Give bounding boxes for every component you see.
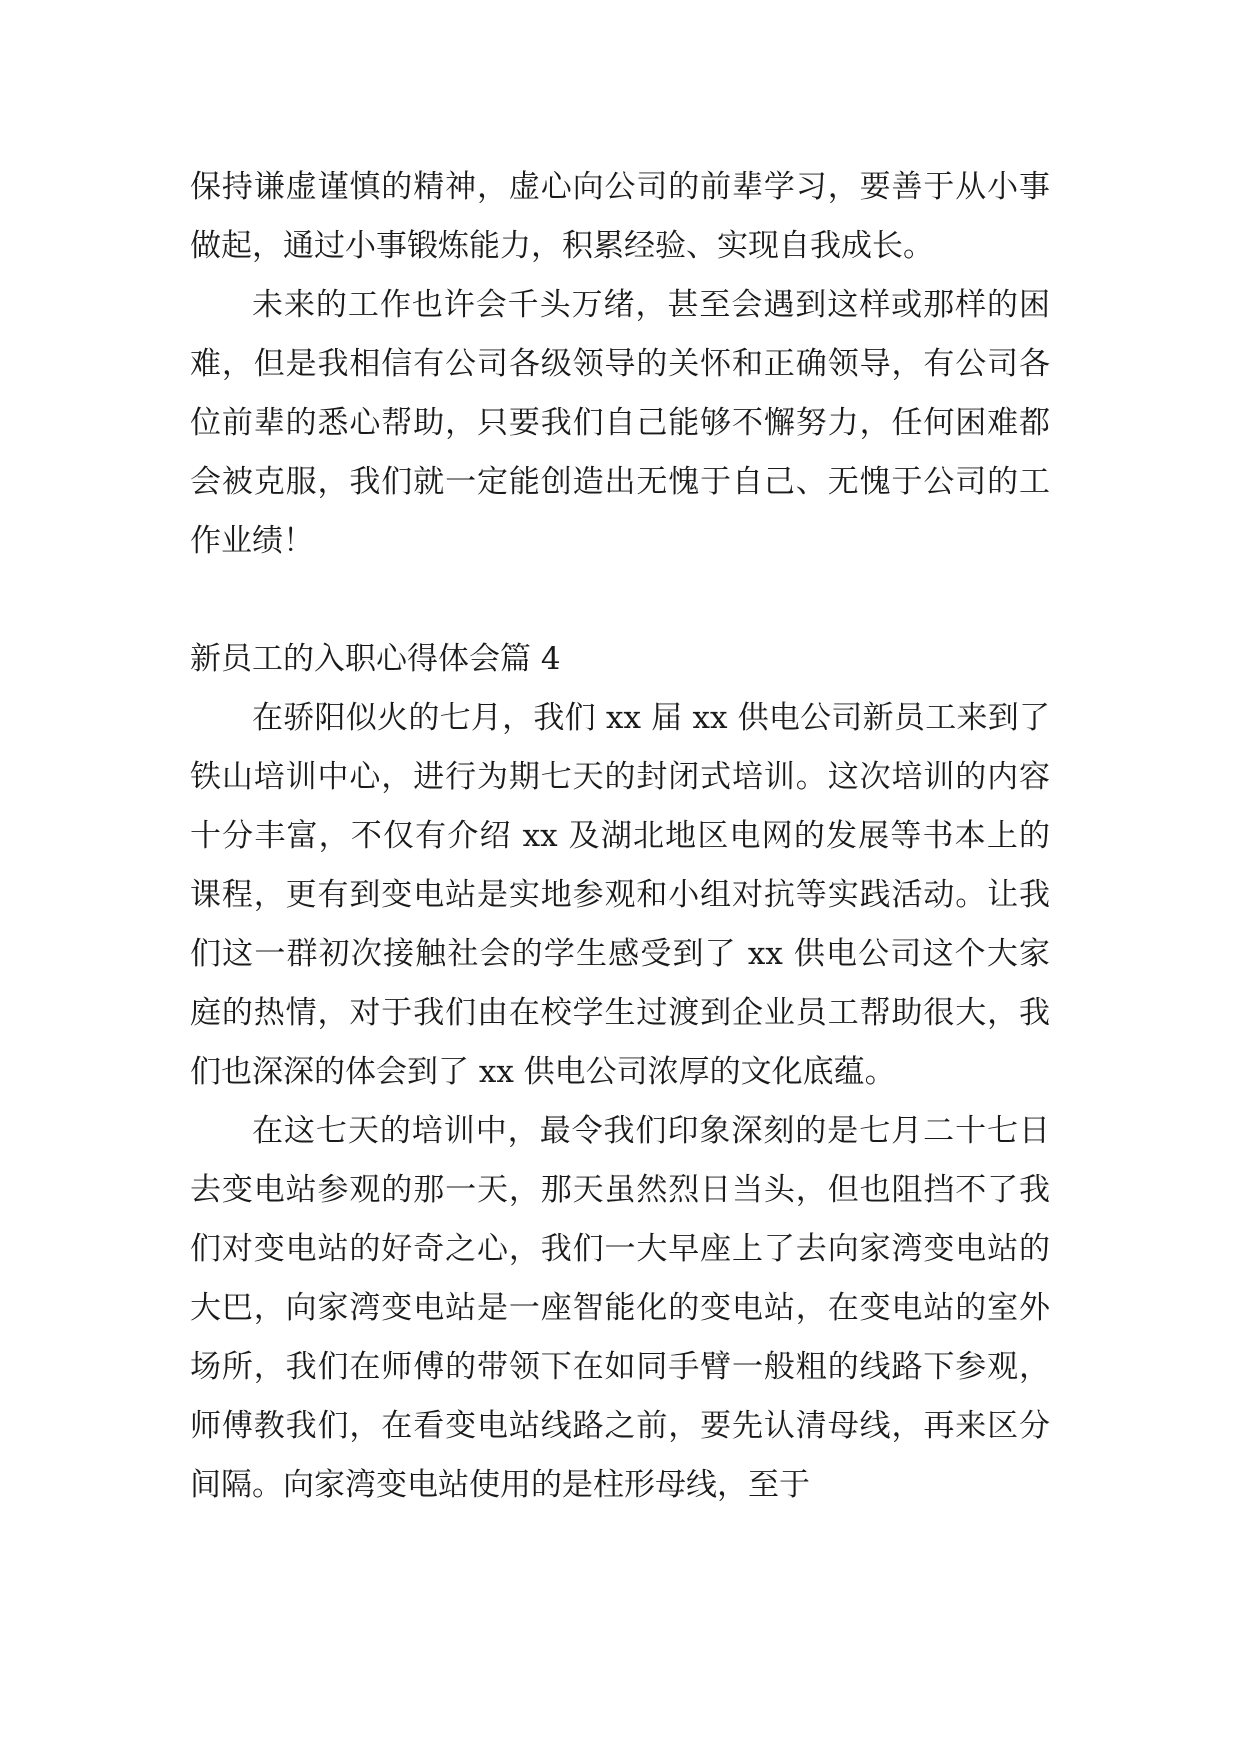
paragraph: 未来的工作也许会千头万绪，甚至会遇到这样或那样的困难，但是我相信有公司各级领导的关怀和正确领导，有公司各位前辈的悉心帮助，只要我们自己能够不懈努力，任何困难都会被克服，我们就一定能创造出无愧于自己、无愧于公司的工作业绩！: [190, 287, 1050, 559]
document-body: [190, 158, 1050, 1515]
section-title: 新员工的入职心得体会篇 4: [190, 641, 561, 677]
paragraph: 在骄阳似火的七月，我们 xx 届 xx 供电公司新员工来到了铁山培训中心，进行为期七天的封闭式培训。这次培训的内容十分丰富，不仅有介绍 xx 及湖北地区电网的发展等书本上的课程，更有到变电站是实地参观和小组对抗等实践活动。让我们这一群初次接触社会的学生感受到了 xx 供电公司这个大家庭的热情，对于我们由在校学生过渡到企业员工帮助很大，我们也深深的体会到了 xx 供电公司浓厚的文化底蕴。: [190, 700, 1050, 1090]
paragraph: 在这七天的培训中，最令我们印象深刻的是七月二十七日去变电站参观的那一天，那天虽然烈日当头，但也阻挡不了我们对变电站的好奇之心，我们一大早座上了去向家湾变电站的大巴，向家湾变电站是一座智能化的变电站，在变电站的室外场所，我们在师傅的带领下在如同手臂一般粗的线路下参观，师傅教我们，在看变电站线路之前，要先认清母线，再来区分间隔。向家湾变电站使用的是柱形母线，至于: [190, 1113, 1050, 1503]
paragraph-continuation: 保持谦虚谨慎的精神，虚心向公司的前辈学习，要善于从小事做起，通过小事锻炼能力，积累经验、实现自我成长。: [190, 169, 1050, 264]
